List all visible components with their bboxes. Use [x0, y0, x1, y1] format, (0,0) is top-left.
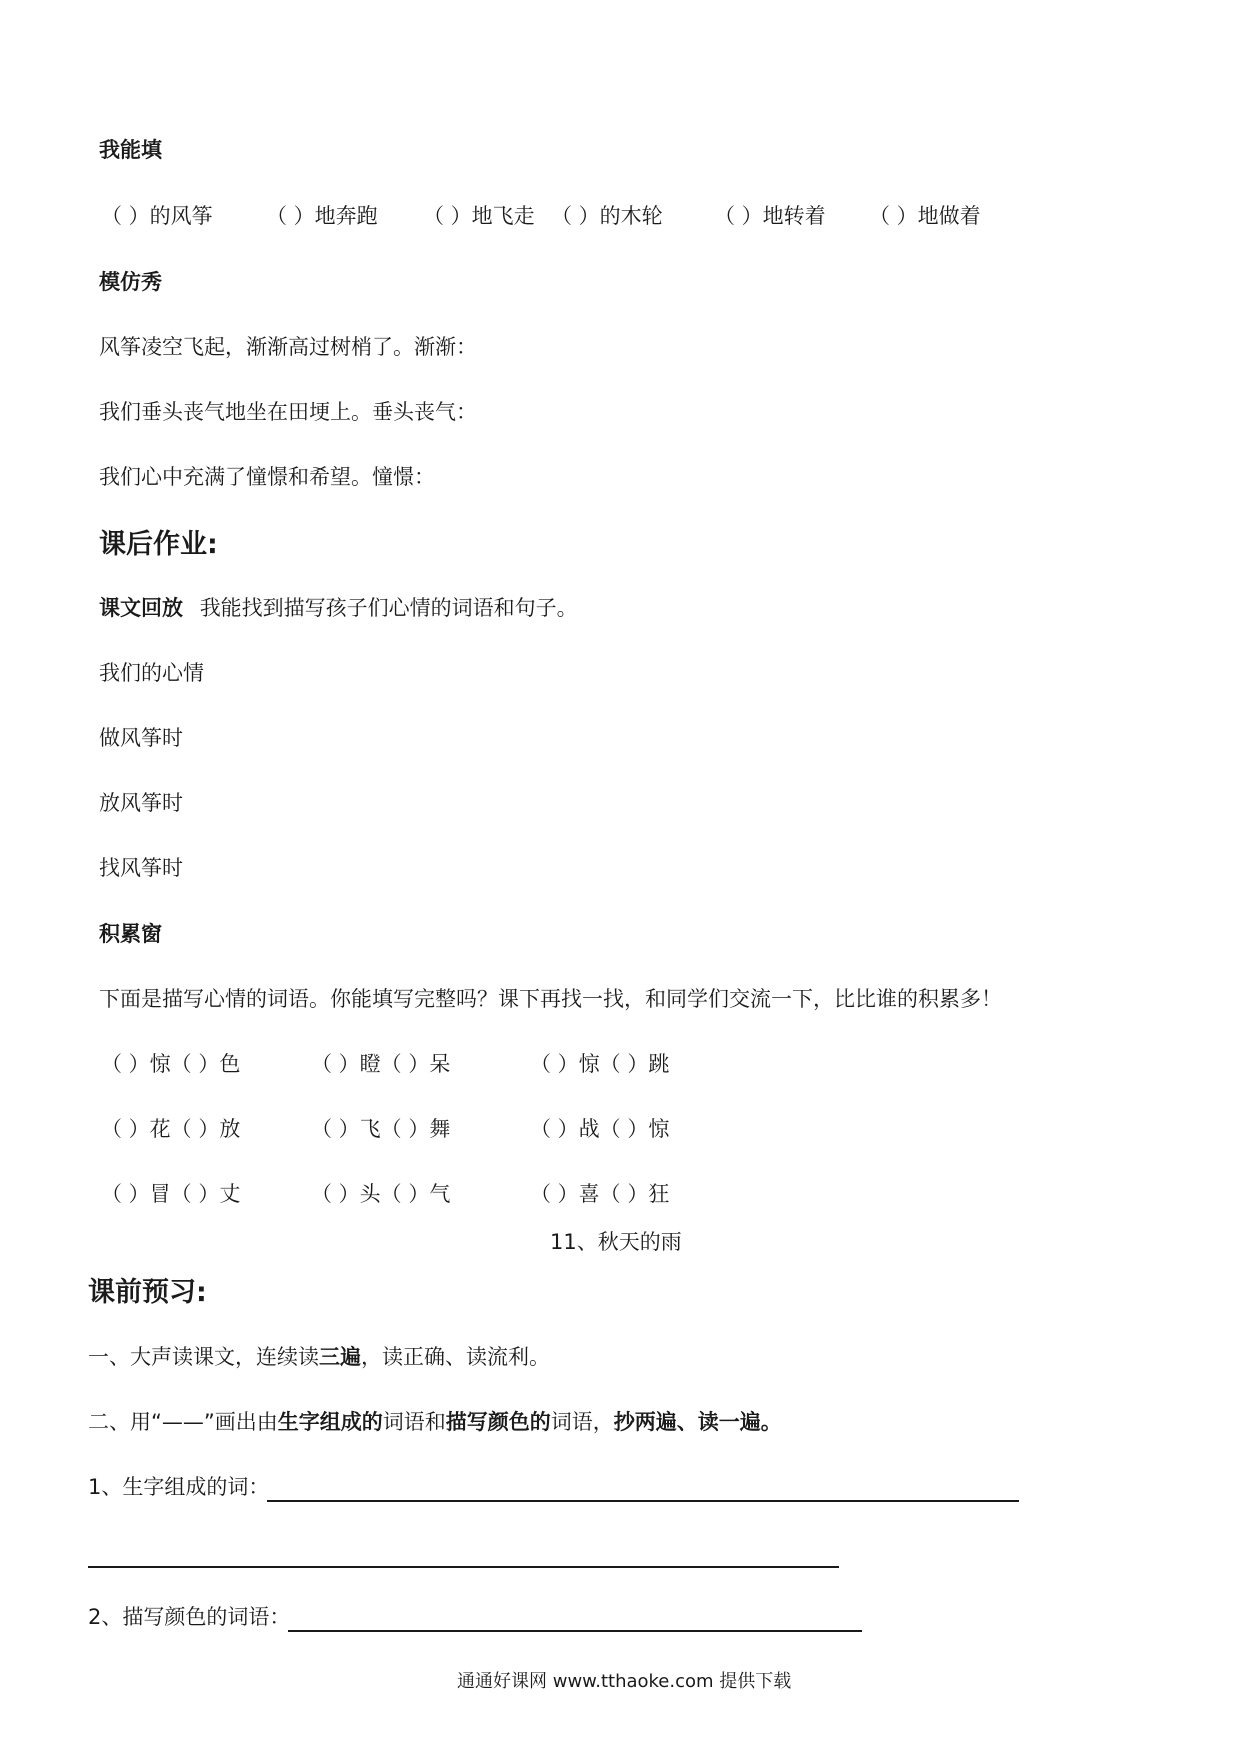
idiom-cell: （ ）花（ ）放: [101, 1117, 241, 1141]
idiom-cell: （ ）惊（ ）跳: [530, 1052, 670, 1076]
idiom-cell: （ ）飞（ ）舞: [311, 1117, 451, 1141]
preview-heading: 课前预习:: [88, 1277, 207, 1308]
imitation-heading: 模仿秀: [99, 270, 162, 294]
fill-in-item: （ ）的风筝: [101, 204, 213, 228]
accumulate-intro: 下面是描写心情的词语。你能填写完整吗？课下再找一找，和同学们交流一下，比比谁的积累多！: [99, 987, 1002, 1011]
idiom-cell: （ ）战（ ）惊: [530, 1117, 670, 1141]
fill-in-heading: 我能填: [99, 138, 162, 162]
step2-text-d: 描写颜色的: [445, 1410, 551, 1434]
preview-step-2: [88, 1408, 782, 1436]
accumulate-heading: 积累窗: [99, 922, 162, 946]
q2-label: 2、描写颜色的词语：: [88, 1605, 291, 1629]
step1-text-b: 三遍: [319, 1345, 361, 1369]
page-footer: 通通好课网 www.tthaoke.com 提供下载: [457, 1671, 792, 1692]
homework-heading: 课后作业:: [99, 529, 218, 560]
fill-in-item: （ ）地奔跑: [266, 204, 378, 228]
review-label: 课文回放: [99, 596, 183, 620]
idiom-cell: （ ）惊（ ）色: [101, 1052, 241, 1076]
imitation-line: 我们心中充满了憧憬和希望。憧憬：: [99, 465, 435, 489]
mood-line: 做风筝时: [99, 726, 183, 750]
fill-in-item: （ ）地飞走: [423, 204, 535, 228]
q2-answer-line[interactable]: [288, 1630, 862, 1632]
preview-step-1: [88, 1343, 550, 1371]
idiom-cell: （ ）瞪（ ）呆: [311, 1052, 451, 1076]
imitation-line: 风筝凌空飞起，渐渐高过树梢了。渐渐：: [99, 335, 477, 359]
review-text: 我能找到描写孩子们心情的词语和句子。: [199, 596, 578, 620]
step2-text-a: 二、用“——”画出由: [88, 1410, 278, 1434]
review-line: [99, 594, 578, 622]
q1-answer-line-2[interactable]: [88, 1566, 839, 1568]
q1-label: 1、生字组成的词：: [88, 1475, 270, 1499]
step1-text-c: ，读正确、读流利。: [361, 1345, 550, 1369]
step2-text-f: 抄两遍、读一遍。: [613, 1410, 782, 1434]
mood-line: 我们的心情: [99, 661, 204, 685]
fill-in-item: （ ）地做着: [869, 204, 981, 228]
step1-text-a: 一、大声读课文，连续读: [88, 1345, 319, 1369]
step2-text-e: 词语，: [550, 1410, 614, 1434]
step2-text-c: 词语和: [382, 1410, 446, 1434]
idiom-cell: （ ）头（ ）气: [311, 1182, 451, 1206]
q1-answer-line[interactable]: [267, 1500, 1019, 1502]
mood-line: 找风筝时: [99, 856, 183, 880]
mood-line: 放风筝时: [99, 791, 183, 815]
fill-in-item: （ ）的木轮: [551, 204, 663, 228]
lesson-title: 11、秋天的雨: [550, 1230, 682, 1254]
idiom-cell: （ ）冒（ ）丈: [101, 1182, 241, 1206]
fill-in-item: （ ）地转着: [714, 204, 826, 228]
imitation-line: 我们垂头丧气地坐在田埂上。垂头丧气：: [99, 400, 477, 424]
idiom-cell: （ ）喜（ ）狂: [530, 1182, 670, 1206]
step2-text-b: 生字组成的: [277, 1410, 383, 1434]
